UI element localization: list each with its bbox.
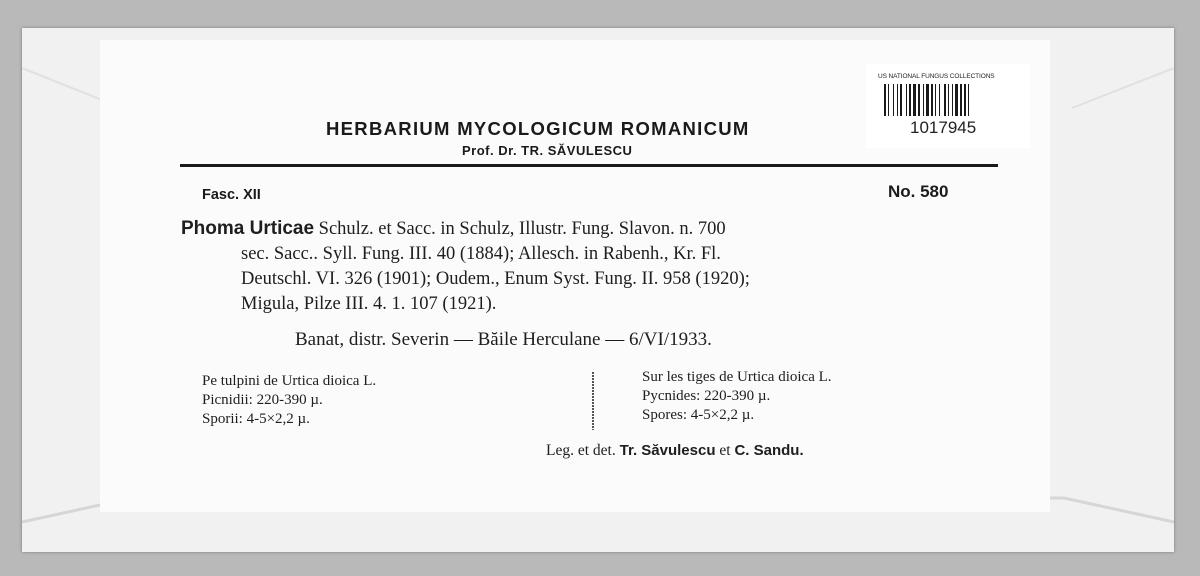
romanian-host: Pe tulpini de Urtica dioica L. <box>202 373 377 389</box>
collector-2: C. Sandu. <box>734 442 804 459</box>
romanian-pycnidia: Picnidii: 220-390 µ. <box>202 392 323 408</box>
collectors-joiner: et <box>719 442 731 459</box>
citation-line-4: Migula, Pilze III. 4. 1. 107 (1921). <box>241 294 497 314</box>
barcode-image <box>882 84 1020 122</box>
specimen-number: No. 580 <box>888 182 949 201</box>
citation-line-1 <box>181 216 1003 242</box>
fascicle-number: Fasc. XII <box>202 187 261 203</box>
french-spores: Spores: 4-5×2,2 µ. <box>642 407 755 423</box>
collector-1: Tr. Săvulescu <box>619 442 716 459</box>
herbarium-title: HERBARIUM MYCOLOGICUM ROMANICUM <box>326 118 750 139</box>
french-host: Sur les tiges de Urtica dioica L. <box>642 369 832 385</box>
species-name: Phoma Urticae <box>181 218 315 239</box>
collection-caption: US NATIONAL FUNGUS COLLECTIONS <box>878 73 995 80</box>
header-rule <box>180 164 998 167</box>
collectors-prefix: Leg. et det. <box>546 442 616 459</box>
citation-line-3: Deutschl. VI. 326 (1901); Oudem., Enum Syst. Fung. II. 958 (1920); <box>241 269 750 289</box>
citation-line-2: sec. Sacc.. Syll. Fung. III. 40 (1884); Allesch. in Rabenh., Kr. Fl. <box>241 244 721 264</box>
collection-locality: Banat, distr. Severin — Băile Herculane — 6/VI/1933. <box>295 329 712 350</box>
species-citation <box>181 216 1003 317</box>
french-pycnidia: Pycnides: 220-390 µ. <box>642 388 771 404</box>
herbarium-editor: Prof. Dr. TR. SĂVULESCU <box>462 143 633 158</box>
french-description <box>642 368 832 425</box>
catalog-number: 1017945 <box>910 118 977 137</box>
romanian-description <box>202 372 376 429</box>
collectors-line <box>546 442 804 460</box>
citation-text-1: Schulz. et Sacc. in Schulz, Illustr. Fung. Slavon. n. 700 <box>318 219 726 239</box>
romanian-spores: Sporii: 4-5×2,2 µ. <box>202 411 310 427</box>
column-divider <box>591 372 595 430</box>
